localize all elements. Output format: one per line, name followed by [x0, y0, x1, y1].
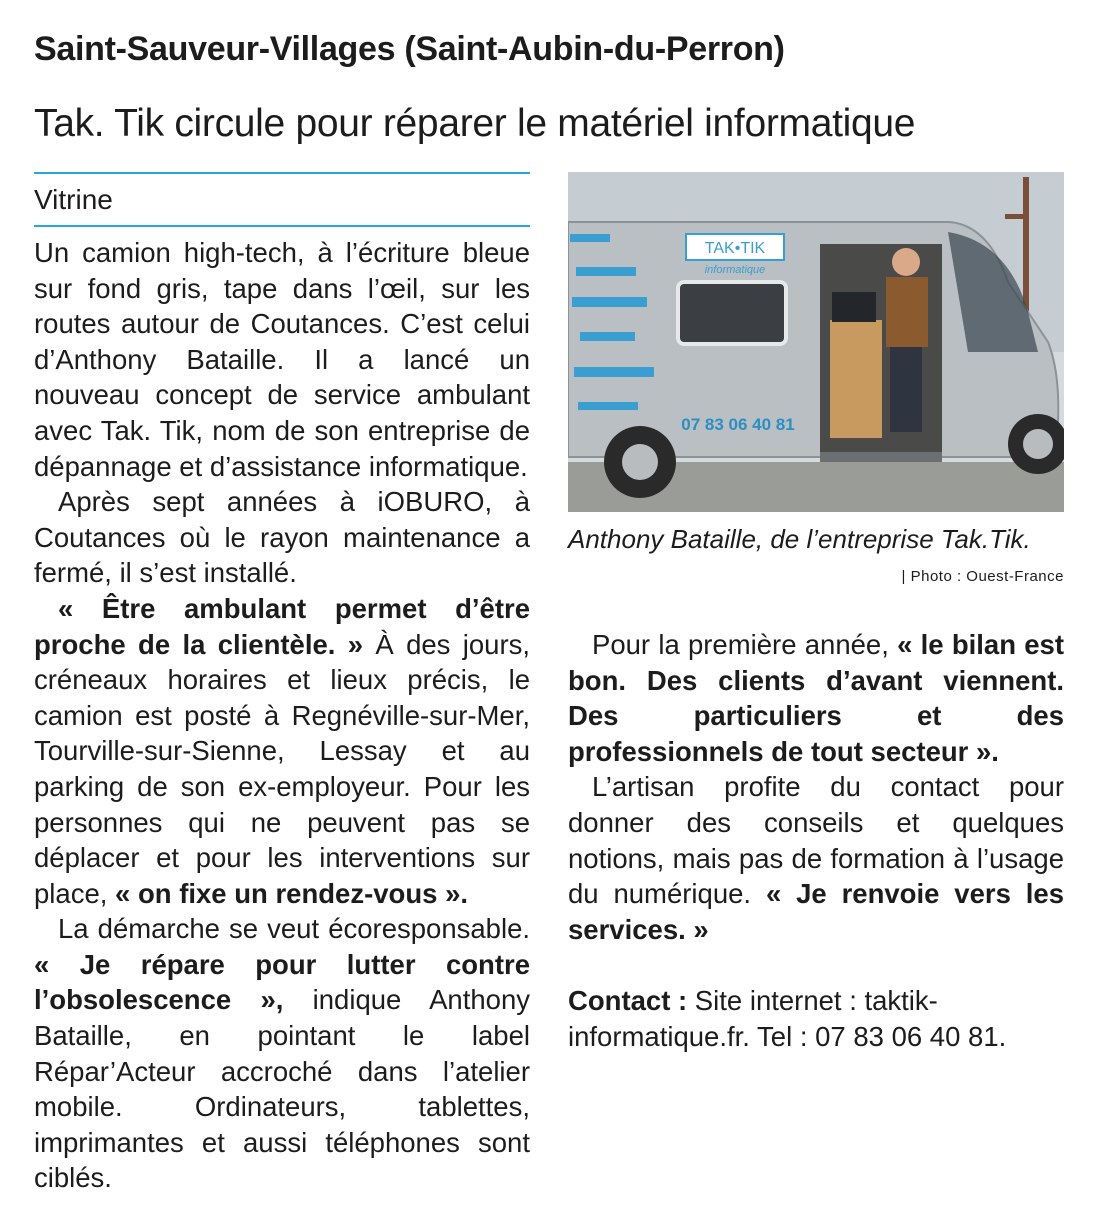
- paragraph-3: [34, 591, 530, 911]
- paragraph-1: Un camion high-tech, à l’écriture bleue sur fond gris, tape dans l’œil, sur les routes autour de Coutances. C’est celui d’Anthony Bataille. Il a lancé un nouveau concept de service ambulant avec Tak. Tik, nom de son entreprise de dépannage et d’assistance informatique.: [34, 237, 530, 482]
- paragraph-4: [34, 911, 530, 1196]
- contact-info: [568, 983, 1064, 1054]
- photo-credit: | Photo : Ouest-France: [901, 568, 1064, 585]
- van-phone-text: 07 83 06 40 81: [681, 415, 795, 434]
- photo-caption: Anthony Bataille, de l’entreprise Tak.Tik.: [568, 524, 1031, 554]
- rubric-rule-top: [34, 172, 530, 174]
- paragraph-2: Après sept années à iOBURO, à Coutances où le rayon maintenance a fermé, il s’est installé.: [34, 486, 530, 589]
- van-photo: [568, 172, 1064, 512]
- paragraph-4-text-a: La démarche se veut écoresponsable.: [58, 913, 530, 945]
- quote-rendezvous: « on fixe un rendez-vous ».: [115, 877, 469, 909]
- quote-services: « Je renvoie vers les services. »: [568, 878, 1064, 945]
- paragraph-4-text-b: indique Anthony Bataille, en pointant le label Répar’Acteur accroché dans l’atelier mobile. Ordinateurs, tablettes, imprimantes et aussi téléphones sont ciblés.: [34, 984, 530, 1194]
- article-kicker: Saint-Sauveur-Villages (Saint-Aubin-du-Perron): [34, 30, 785, 68]
- paragraph-5-text: Pour la première année,: [592, 629, 898, 660]
- quote-obsolescence: « Je répare pour lutter contre l’obsolescence »,: [34, 948, 530, 1016]
- van-illustration: [568, 172, 1064, 512]
- paragraph-3-text: À des jours, créneaux horaires et lieux précis, le camion est posté à Regnéville-sur-Mer, Tourville-sur-Sienne, Lessay et au parking de son ex-employeur. Pour les personnes qui ne peuvent pas se déplacer et pour les interventions sur place,: [34, 628, 530, 909]
- van-logo-subtitle: informatique: [704, 264, 766, 276]
- paragraph-6-text: L’artisan profite du contact pour donner des conseils et quelques notions, mais pas de formation à l’usage du numérique.: [568, 771, 1064, 910]
- quote-bilan: « le bilan est bon. Des clients d’avant viennent. Des particuliers et des professionnels de tout secteur ».: [568, 629, 1064, 767]
- paragraph-6: [568, 769, 1064, 947]
- contact-label: Contact :: [568, 985, 688, 1017]
- paragraph-5: [568, 627, 1064, 769]
- rubric-label: Vitrine: [34, 184, 113, 215]
- rubric-rule-bottom: [34, 225, 530, 227]
- van-logo-text: TAK•TIK: [704, 240, 766, 257]
- article-column-right: [568, 627, 1064, 1055]
- article-headline: Tak. Tik circule pour réparer le matériel informatique: [34, 102, 916, 145]
- quote-ambulant: « Être ambulant permet d’être proche de la clientèle. »: [34, 592, 530, 660]
- contact-details: Site internet : taktik-informatique.fr. Tel : 07 83 06 40 81.: [568, 985, 1007, 1052]
- article-column-left: [34, 235, 530, 1196]
